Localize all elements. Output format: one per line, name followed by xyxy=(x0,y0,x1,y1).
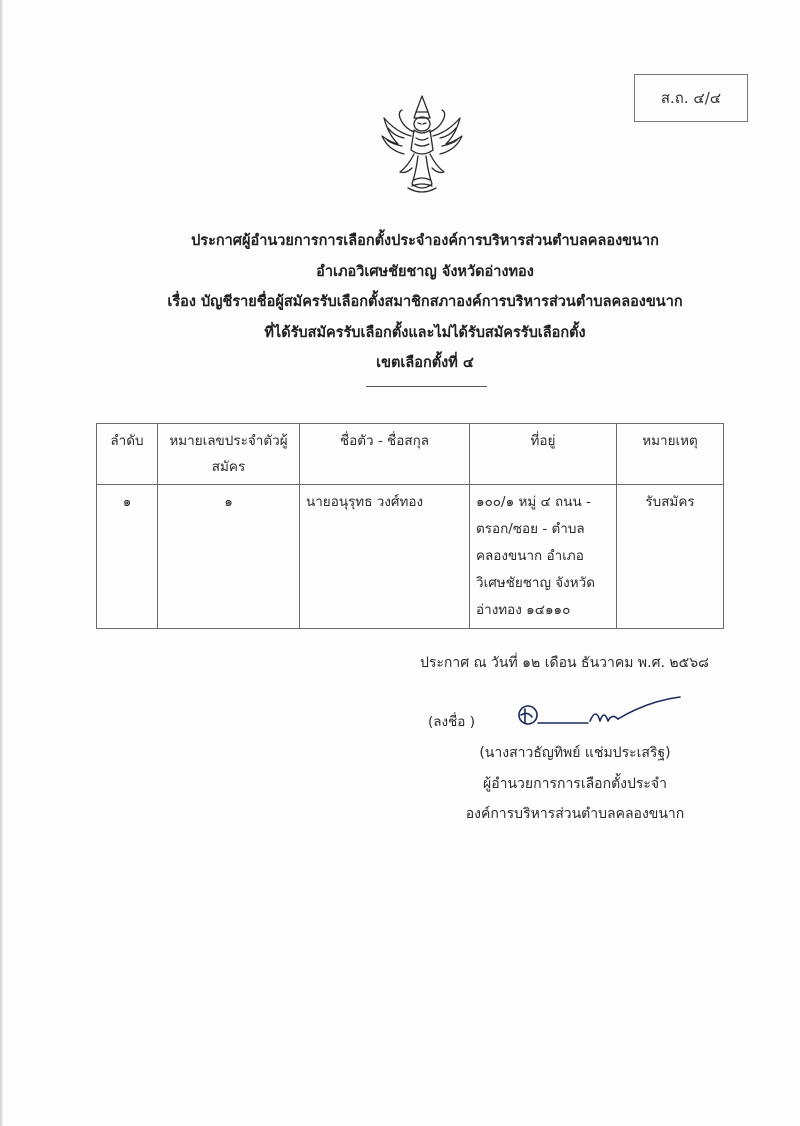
cell-name: นายอนุรุทธ วงศ์ทอง xyxy=(300,485,470,629)
col-header-name: ชื่อตัว - ชื่อสกุล xyxy=(300,424,470,485)
col-header-remark: หมายเหตุ xyxy=(617,424,724,485)
heading-line-3: เรื่อง บัญชีรายชื่อผู้สมัครรับเลือกตั้งสมาชิกสภาองค์การบริหารส่วนตำบลคลองขนาก xyxy=(167,294,683,310)
heading-line-2: อำเภอวิเศษชัยชาญ จังหวัดอ่างทอง xyxy=(316,263,534,280)
form-code-box xyxy=(634,74,748,122)
cell-candidate-no: ๑ xyxy=(158,485,300,629)
announce-date: ประกาศ ณ วันที่ ๑๒ เดือน ธันวาคม พ.ศ. ๒๕๖๘ xyxy=(420,655,709,671)
col-header-address: ที่อยู่ xyxy=(470,424,617,485)
heading-line-5: เขตเลือกตั้งที่ ๔ xyxy=(376,355,474,371)
signer-position-1: ผู้อำนวยการการเลือกตั้งประจำ xyxy=(483,775,667,792)
signature-label: (ลงชื่อ ) xyxy=(428,714,475,730)
candidate-table xyxy=(96,423,724,629)
garuda-emblem-icon xyxy=(378,92,466,198)
table-row xyxy=(97,485,724,629)
signer-position-2: องค์การบริหารส่วนตำบลคลองขนาก xyxy=(465,806,685,822)
cell-order: ๑ xyxy=(97,485,158,629)
signer-name: (นางสาวธัญทิพย์ แช่มประเสริฐ) xyxy=(479,745,671,761)
col-header-candidate-no: หมายเลขประจำตัวผู้สมัคร xyxy=(158,424,300,485)
form-code: ส.ถ. ๔/๔ xyxy=(660,89,722,107)
cell-remark: รับสมัคร xyxy=(617,485,724,629)
heading-line-4: ที่ได้รับสมัครรับเลือกตั้งและไม่ได้รับสมัครรับเลือกตั้ง xyxy=(264,324,586,341)
handwritten-signature-icon xyxy=(508,695,688,739)
heading-divider xyxy=(366,386,487,387)
table-header-row xyxy=(97,424,724,485)
signer-block xyxy=(430,738,720,830)
heading-line-1: ประกาศผู้อำนวยการการเลือกตั้งประจำองค์การบริหารส่วนตำบลคลองขนาก xyxy=(191,233,659,249)
page-edge xyxy=(0,0,3,1126)
col-header-order: ลำดับ xyxy=(97,424,158,485)
announcement-heading xyxy=(100,226,750,379)
cell-address: ๑๐๐/๑ หมู่ ๔ ถนน - ตรอก/ซอย - ตำบล คลองขนาก อำเภอ วิเศษชัยชาญ จังหวัด อ่างทอง ๑๔๑๑๐ xyxy=(470,485,617,629)
